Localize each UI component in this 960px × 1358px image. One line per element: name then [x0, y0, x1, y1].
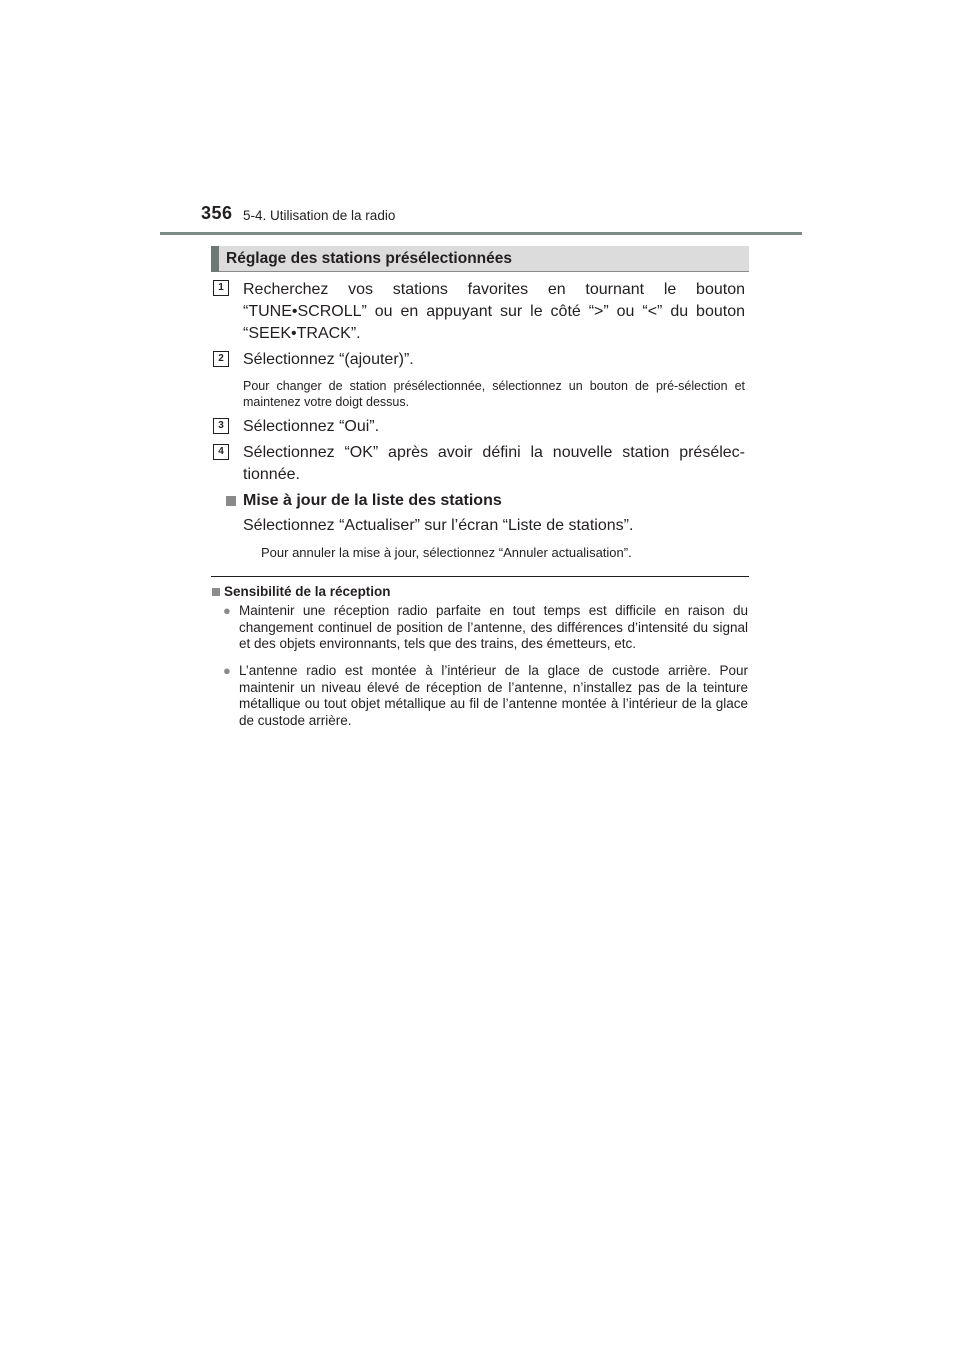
step-number-2: 2	[213, 351, 229, 367]
square-bullet-icon	[212, 588, 220, 596]
step-text-1: Recherchez vos stations favorites en tournant le bouton “TUNE•SCROLL” ou en appuyant sur le côté “>” ou “<” du bouton “SEEK•TRACK”.	[243, 281, 745, 342]
divider	[211, 576, 749, 577]
step-text-3: Sélectionnez “Oui”.	[243, 418, 380, 435]
update-heading: Mise à jour de la liste des stations	[243, 492, 502, 509]
circle-bullet-icon: ●	[223, 663, 231, 678]
step-text-4: Sélectionnez “OK” après avoir défini la nouvelle station présélec-tionnée.	[243, 444, 745, 483]
update-note: Pour annuler la mise à jour, sélectionnez “Annuler actualisation”.	[261, 545, 632, 560]
section-label: 5-4. Utilisation de la radio	[243, 208, 396, 223]
page-number: 356	[201, 203, 233, 223]
section-title-accent	[211, 246, 219, 272]
sensitivity-item-1: Maintenir une réception radio parfaite en tout temps est difficile en raison du changement continuel de position de l’antenne, des différences d’intensité du signal et des objets environnants, tels que des trains, des émetteurs, etc.	[239, 603, 748, 651]
update-text: Sélectionnez “Actualiser” sur l’écran “Liste de stations”.	[243, 517, 634, 534]
section-title: Réglage des stations présélectionnées	[226, 250, 512, 267]
step-number-4: 4	[213, 444, 229, 460]
step-number-3: 3	[213, 418, 229, 434]
header-rule	[160, 232, 802, 235]
step-number-1: 1	[213, 280, 229, 296]
circle-bullet-icon: ●	[223, 603, 231, 618]
sensitivity-item-2: L’antenne radio est montée à l’intérieur de la glace de custode arrière. Pour maintenir un niveau élevé de réception de l’antenne, n’installez pas de la teinture métallique ou tout objet métallique au fil de l’antenne montée à l’intérieur de la glace de custode arrière.	[239, 663, 748, 728]
sensitivity-heading: Sensibilité de la réception	[224, 584, 391, 599]
step-note-2: Pour changer de station présélectionnée, sélectionnez un bouton de pré-sélection et maintenez votre doigt dessus.	[243, 379, 745, 409]
square-bullet-icon	[226, 496, 236, 506]
step-text-2: Sélectionnez “(ajouter)”.	[243, 351, 414, 368]
